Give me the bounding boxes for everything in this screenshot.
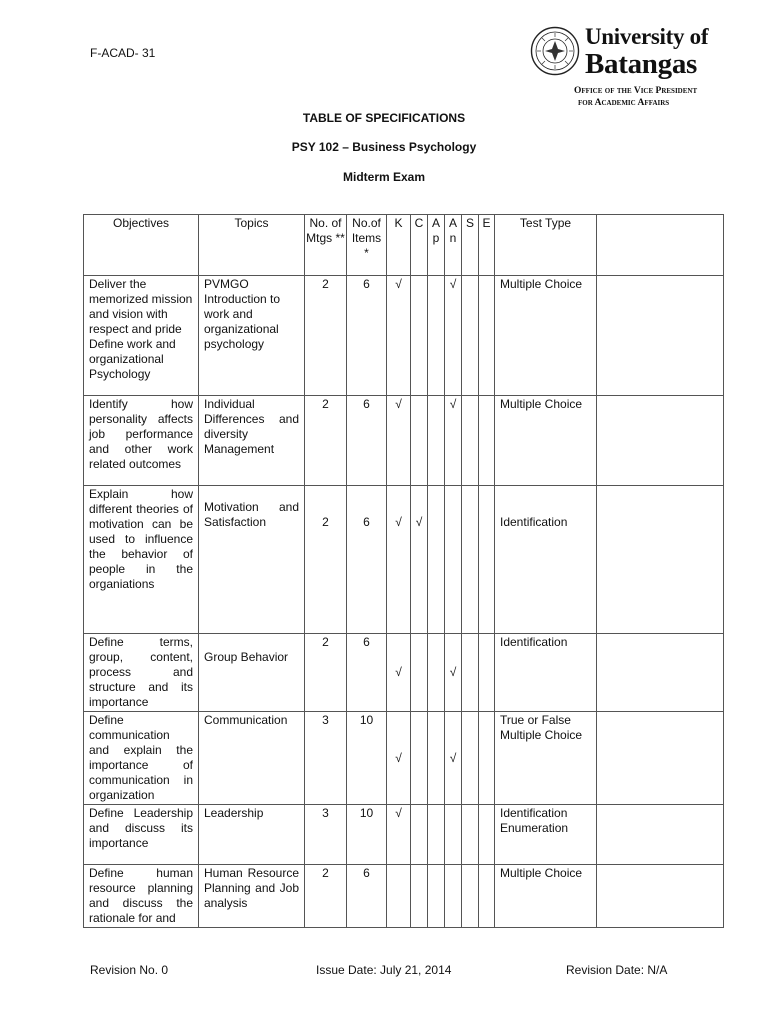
items-cell: 6 bbox=[347, 396, 387, 486]
mtgs-cell: 2 bbox=[305, 865, 347, 928]
items-cell: 6 bbox=[347, 486, 387, 634]
office-line2: for Academic Affairs bbox=[578, 98, 670, 108]
table-row bbox=[84, 712, 724, 805]
check-s-cell bbox=[462, 486, 479, 634]
document-title: TABLE OF SPECIFICATIONS bbox=[302, 111, 466, 125]
mtgs-cell: 3 bbox=[305, 712, 347, 805]
check-e-cell bbox=[479, 276, 495, 396]
blank-cell bbox=[597, 396, 724, 486]
objective-cell: Define Leadership and discuss its importance bbox=[84, 805, 199, 865]
check-ap-cell bbox=[428, 276, 445, 396]
objective-cell: Define communication and explain the importance of communication in organization bbox=[84, 712, 199, 805]
header-test-type: Test Type bbox=[495, 215, 597, 276]
check-s-cell bbox=[462, 396, 479, 486]
test-type-cell: Multiple Choice bbox=[495, 276, 597, 396]
check-c-cell bbox=[411, 634, 428, 712]
header-e: E bbox=[479, 215, 495, 276]
check-an-cell: √ bbox=[445, 634, 462, 712]
check-c-cell bbox=[411, 712, 428, 805]
table-row bbox=[84, 396, 724, 486]
table-row bbox=[84, 634, 724, 712]
mtgs-cell: 2 bbox=[305, 486, 347, 634]
check-c-cell bbox=[411, 805, 428, 865]
header-s: S bbox=[462, 215, 479, 276]
test-type-cell: True or False Multiple Choice bbox=[495, 712, 597, 805]
check-s-cell bbox=[462, 634, 479, 712]
test-type-cell: Identification bbox=[495, 486, 597, 634]
topic-cell: Leadership bbox=[199, 805, 305, 865]
blank-cell bbox=[597, 634, 724, 712]
objective-cell: Identify how personality affects job performance and other work related outcomes bbox=[84, 396, 199, 486]
university-logo bbox=[530, 26, 720, 112]
table-row bbox=[84, 276, 724, 396]
table-header-row bbox=[84, 215, 724, 276]
items-cell: 6 bbox=[347, 276, 387, 396]
blank-cell bbox=[597, 865, 724, 928]
check-ap-cell bbox=[428, 486, 445, 634]
header-topics: Topics bbox=[199, 215, 305, 276]
mtgs-cell: 2 bbox=[305, 396, 347, 486]
topic-cell: Group Behavior bbox=[199, 634, 305, 712]
check-s-cell bbox=[462, 805, 479, 865]
check-e-cell bbox=[479, 634, 495, 712]
topic-cell: Communication bbox=[199, 712, 305, 805]
university-name-line2: Batangas bbox=[585, 48, 698, 80]
course-title: PSY 102 – Business Psychology bbox=[291, 140, 477, 154]
exam-title: Midterm Exam bbox=[342, 170, 426, 184]
check-e-cell bbox=[479, 396, 495, 486]
check-e-cell bbox=[479, 712, 495, 805]
check-an-cell: √ bbox=[445, 276, 462, 396]
blank-cell bbox=[597, 712, 724, 805]
check-an-cell: √ bbox=[445, 396, 462, 486]
mtgs-cell: 3 bbox=[305, 805, 347, 865]
check-k-cell: √ bbox=[387, 276, 411, 396]
header-mtgs: No. of Mtgs ** bbox=[305, 215, 347, 276]
check-ap-cell bbox=[428, 805, 445, 865]
specifications-table bbox=[83, 214, 724, 928]
check-s-cell bbox=[462, 712, 479, 805]
header-c: C bbox=[411, 215, 428, 276]
items-cell: 10 bbox=[347, 805, 387, 865]
check-e-cell bbox=[479, 865, 495, 928]
check-k-cell: √ bbox=[387, 805, 411, 865]
check-an-cell bbox=[445, 486, 462, 634]
topic-cell: Human Resource Planning and Job analysis bbox=[199, 865, 305, 928]
objective-cell: Define terms, group, content, process and structure and its importance bbox=[84, 634, 199, 712]
header-ap: A p bbox=[428, 215, 445, 276]
check-ap-cell bbox=[428, 396, 445, 486]
university-name-line1: University of bbox=[585, 24, 709, 49]
test-type-cell: Identification Enumeration bbox=[495, 805, 597, 865]
check-k-cell: √ bbox=[387, 634, 411, 712]
header-blank bbox=[597, 215, 724, 276]
revision-date: Revision Date: N/A bbox=[566, 963, 668, 977]
blank-cell bbox=[597, 486, 724, 634]
check-k-cell: √ bbox=[387, 486, 411, 634]
check-c-cell bbox=[411, 396, 428, 486]
check-ap-cell bbox=[428, 865, 445, 928]
check-an-cell bbox=[445, 865, 462, 928]
check-s-cell bbox=[462, 276, 479, 396]
items-cell: 6 bbox=[347, 634, 387, 712]
check-c-cell: √ bbox=[411, 486, 428, 634]
check-s-cell bbox=[462, 865, 479, 928]
topic-cell: Motivation and Satisfaction bbox=[199, 486, 305, 634]
header-k: K bbox=[387, 215, 411, 276]
check-ap-cell bbox=[428, 634, 445, 712]
check-k-cell: √ bbox=[387, 396, 411, 486]
objective-cell: Explain how different theories of motivation can be used to influence the behavior of people in the organiations bbox=[84, 486, 199, 634]
mtgs-cell: 2 bbox=[305, 276, 347, 396]
office-line1: Office of the Vice President bbox=[574, 86, 698, 96]
check-k-cell bbox=[387, 865, 411, 928]
check-e-cell bbox=[479, 805, 495, 865]
issue-date: Issue Date: July 21, 2014 bbox=[316, 963, 452, 977]
header-objectives: Objectives bbox=[84, 215, 199, 276]
check-c-cell bbox=[411, 276, 428, 396]
test-type-cell: Multiple Choice bbox=[495, 396, 597, 486]
items-cell: 10 bbox=[347, 712, 387, 805]
blank-cell bbox=[597, 805, 724, 865]
blank-cell bbox=[597, 276, 724, 396]
header-an: A n bbox=[445, 215, 462, 276]
topic-cell: PVMGO Introduction to work and organizational psychology bbox=[199, 276, 305, 396]
header-items: No.of Items * bbox=[347, 215, 387, 276]
form-code: F-ACAD- 31 bbox=[90, 46, 156, 60]
items-cell: 6 bbox=[347, 865, 387, 928]
test-type-cell: Multiple Choice bbox=[495, 865, 597, 928]
check-an-cell bbox=[445, 805, 462, 865]
check-an-cell: √ bbox=[445, 712, 462, 805]
topic-cell: Individual Differences and diversity Management bbox=[199, 396, 305, 486]
check-c-cell bbox=[411, 865, 428, 928]
table-row bbox=[84, 486, 724, 634]
university-seal-icon bbox=[530, 26, 580, 76]
revision-number: Revision No. 0 bbox=[90, 963, 169, 977]
check-e-cell bbox=[479, 486, 495, 634]
check-ap-cell bbox=[428, 712, 445, 805]
objective-cell: Define human resource planning and discuss the rationale for and bbox=[84, 865, 199, 928]
table-row bbox=[84, 805, 724, 865]
test-type-cell: Identification bbox=[495, 634, 597, 712]
mtgs-cell: 2 bbox=[305, 634, 347, 712]
table-row bbox=[84, 865, 724, 928]
check-k-cell: √ bbox=[387, 712, 411, 805]
objective-cell: Deliver the memorized mission and vision with respect and pride Define work and organizational Psychology bbox=[84, 276, 199, 396]
